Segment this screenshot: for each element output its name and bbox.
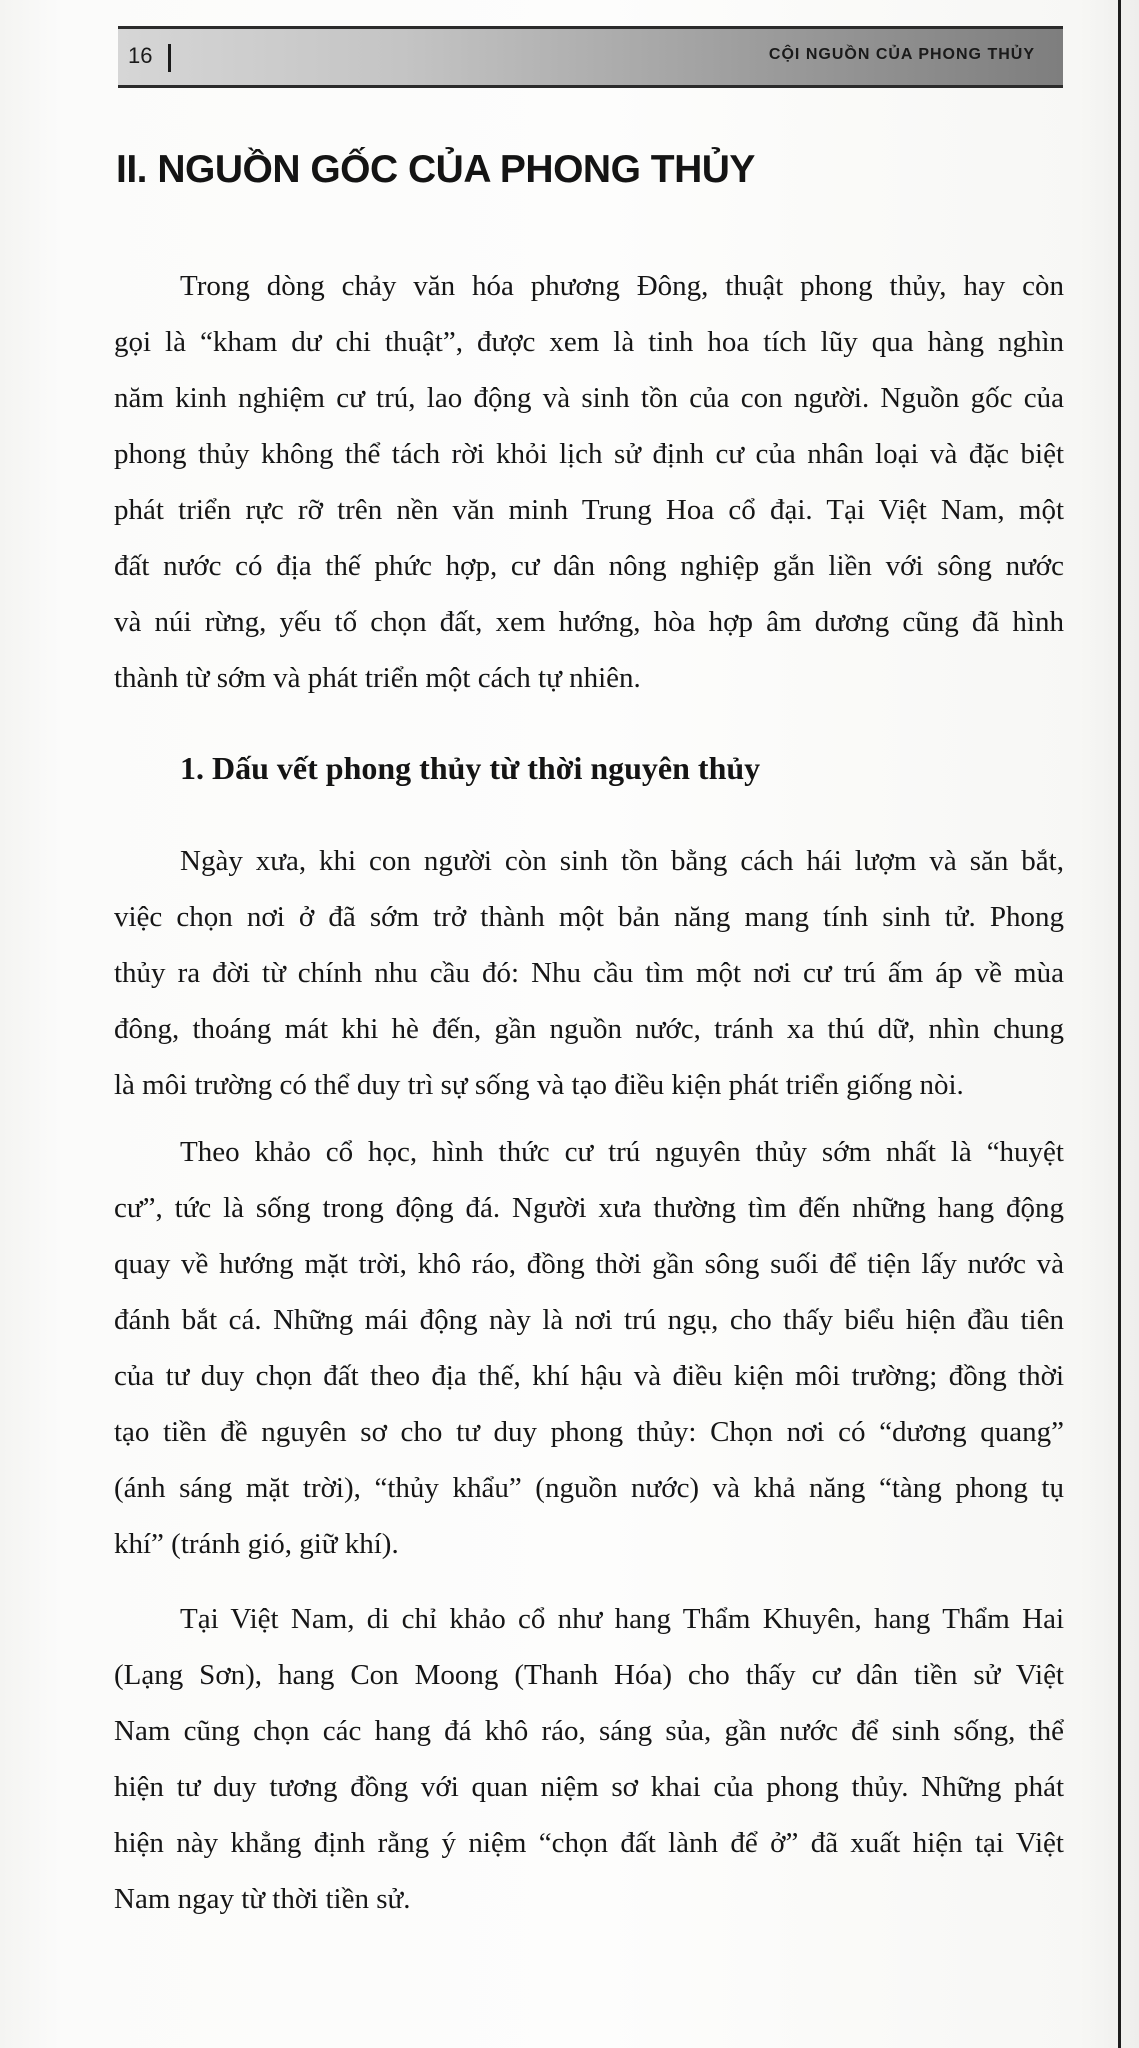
paragraph-line: Nam ngay từ thời tiền sử.	[114, 1883, 411, 1915]
paragraph-line: đất nước có địa thế phức hợp, cư dân nông nghiệp gắn liền với sông nước	[114, 550, 1064, 582]
paragraph-line: quay về hướng mặt trời, khô ráo, đồng thời gần sông suối để tiện lấy nước và	[114, 1248, 1064, 1280]
paragraph-line: và núi rừng, yếu tố chọn đất, xem hướng, hòa hợp âm dương cũng đã hình	[114, 606, 1064, 638]
paragraph-line: thành từ sớm và phát triển một cách tự nhiên.	[114, 662, 641, 694]
paragraph-3	[114, 1124, 1064, 1572]
paragraph-line: Tại Việt Nam, di chỉ khảo cổ như hang Thẩm Khuyên, hang Thẩm Hai	[180, 1603, 1064, 1635]
paragraph-line: Theo khảo cổ học, hình thức cư trú nguyên thủy sớm nhất là “huyệt	[180, 1136, 1064, 1168]
paragraph-line: gọi là “kham dư chi thuật”, được xem là tinh hoa tích lũy qua hàng nghìn	[114, 326, 1064, 358]
paragraph-line: năm kinh nghiệm cư trú, lao động và sinh tồn của con người. Nguồn gốc của	[114, 382, 1064, 414]
paragraph-line: thủy ra đời từ chính nhu cầu đó: Nhu cầu tìm một nơi cư trú ấm áp về mùa	[114, 957, 1064, 989]
paragraph-4	[114, 1591, 1064, 1927]
paragraph-line: khí” (tránh gió, giữ khí).	[114, 1528, 399, 1560]
page-edge-shadow	[1118, 0, 1121, 2048]
paragraph-line: Nam cũng chọn các hang đá khô ráo, sáng sủa, gần nước để sinh sống, thể	[114, 1715, 1064, 1747]
paragraph-line: đông, thoáng mát khi hè đến, gần nguồn nước, tránh xa thú dữ, nhìn chung	[114, 1013, 1064, 1045]
paragraph-line: (ánh sáng mặt trời), “thủy khẩu” (nguồn nước) và khả năng “tàng phong tụ	[114, 1472, 1064, 1504]
paragraph-line: cư”, tức là sống trong động đá. Người xưa thường tìm đến những hang động	[114, 1192, 1064, 1224]
running-title: CỘI NGUỒN CỦA PHONG THỦY	[768, 46, 1035, 63]
paragraph-line: (Lạng Sơn), hang Con Moong (Thanh Hóa) cho thấy cư dân tiền sử Việt	[114, 1659, 1064, 1691]
paragraph-line: của tư duy chọn đất theo địa thế, khí hậu và điều kiện môi trường; đồng thời	[114, 1360, 1064, 1392]
paragraph-line: đánh bắt cá. Những mái động này là nơi trú ngụ, cho thấy biểu hiện đầu tiên	[114, 1304, 1064, 1336]
section-heading: II. NGUỒN GỐC CỦA PHONG THỦY	[116, 148, 755, 191]
subsection-heading: 1. Dấu vết phong thủy từ thời nguyên thủy	[180, 750, 761, 786]
paragraph-line: phong thủy không thể tách rời khỏi lịch sử định cư của nhân loại và đặc biệt	[114, 438, 1064, 470]
paragraph-2	[114, 833, 1064, 1113]
paragraph-line: Ngày xưa, khi con người còn sinh tồn bằng cách hái lượm và săn bắt,	[180, 845, 1064, 877]
header-divider	[168, 44, 171, 72]
paragraph-line: phát triển rực rỡ trên nền văn minh Trung Hoa cổ đại. Tại Việt Nam, một	[114, 494, 1064, 526]
paragraph-line: là môi trường có thể duy trì sự sống và tạo điều kiện phát triển giống nòi.	[114, 1069, 964, 1101]
paragraph-line: hiện tư duy tương đồng với quan niệm sơ khai của phong thủy. Những phát	[114, 1771, 1064, 1803]
paragraph-line: hiện này khẳng định rằng ý niệm “chọn đất lành để ở” đã xuất hiện tại Việt	[114, 1827, 1064, 1859]
paragraph-1	[114, 258, 1064, 706]
paragraph-line: tạo tiền đề nguyên sơ cho tư duy phong thủy: Chọn nơi có “dương quang”	[114, 1416, 1064, 1448]
paragraph-line: việc chọn nơi ở đã sớm trở thành một bản năng mang tính sinh tử. Phong	[114, 901, 1064, 933]
paragraph-line: Trong dòng chảy văn hóa phương Đông, thuật phong thủy, hay còn	[180, 270, 1064, 302]
page-number: 16	[128, 43, 153, 68]
